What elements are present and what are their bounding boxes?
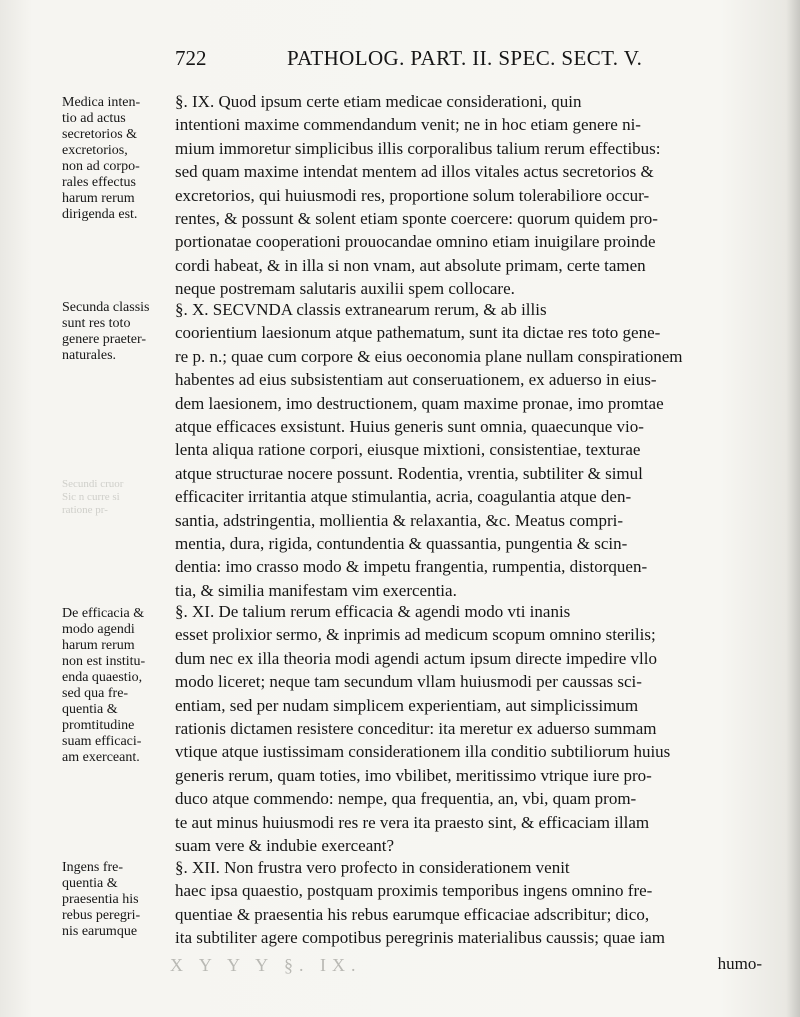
- text-line: excretorios, qui huiusmodi res, proportione solum tolerabiliore occur-: [175, 185, 650, 205]
- text-line: dentia: imo crasso modo & impetu frangentia, rumpentia, distorquen-: [175, 557, 648, 577]
- text-line: tia, & similia manifestam vim exercentia.: [175, 580, 457, 600]
- catchword: humo-: [717, 954, 762, 973]
- text-line: mium immoretur simplicibus illis corporalibus talium rerum effectibus:: [175, 138, 661, 158]
- paragraph-ix: [175, 90, 770, 301]
- margin-line: quentia &: [62, 876, 118, 891]
- paragraph-x: [175, 298, 770, 602]
- margin-line: non ad corpo-: [62, 159, 140, 174]
- text-line: haec ipsa quaestio, postquam proximis temporibus ingens omnino fre-: [175, 881, 653, 901]
- margin-line: Secunda classis: [62, 300, 150, 315]
- bleed-line: Sic n curre si: [62, 491, 120, 503]
- text-line: portionatae cooperationi prouocandae omnino etiam inuigilare proinde: [175, 232, 656, 252]
- margin-line: promtitudine: [62, 718, 135, 733]
- text-line: te aut minus huiusmodi res re vera ita praesto sint, & efficaciam illam: [175, 812, 650, 832]
- margin-line: praesentia his: [62, 892, 139, 907]
- margin-line: genere praeter-: [62, 332, 147, 347]
- margin-line: secretorios &: [62, 127, 138, 142]
- text-line: duco atque commendo: nempe, qua frequentia, an, vbi, quam prom-: [175, 789, 637, 809]
- bleed-through-footer: X Y Y Y §. IX.: [170, 955, 362, 975]
- text-line: rationis dictamen resistere conceditur: ita meretur ex aduerso summam: [175, 718, 657, 738]
- bleed-through-margin: [62, 478, 123, 517]
- margin-line: non est institu-: [62, 654, 146, 669]
- text-line: intentioni maxime commendandum venit; ne in hoc etiam genere ni-: [175, 115, 641, 135]
- text-line: quentiae & praesentia his rebus earumque efficaciae adscribitur; dico,: [175, 904, 650, 924]
- text-line: sed quam maxime intendat mentem ad illos vitales actus secretorios &: [175, 162, 654, 182]
- text-line: dum nec ex illa theoria modi agendi actum ipsum directe impedire vllo: [175, 648, 657, 668]
- margin-line: suam efficaci-: [62, 734, 142, 749]
- margin-line: rales effectus: [62, 175, 136, 190]
- text-line: santia, adstringentia, mollientia & relaxantia, &c. Meatus compri-: [175, 510, 624, 530]
- paragraph-xi: [175, 600, 770, 857]
- margin-line: sed qua fre-: [62, 686, 129, 701]
- margin-note-de-efficacia: [62, 606, 174, 766]
- text-line: atque structurae nocere possunt. Rodentia, vrentia, subtiliter & simul: [175, 463, 643, 483]
- text-line: neque postremam salutaris auxilii spem collocare.: [175, 279, 515, 299]
- text-line: §. IX. Quod ipsum certe etiam medicae considerationi, quin: [175, 92, 582, 111]
- margin-line: enda quaestio,: [62, 670, 143, 685]
- text-line: esset prolixior sermo, & inprimis ad medicum scopum omnino sterilis;: [175, 625, 656, 645]
- text-line: lenta aliqua ratione corpori, eiusque mixtioni, consistentiae, texturae: [175, 440, 641, 460]
- text-line: ita subtiliter agere compotibus peregrinis materialibus caussis; quae iam: [175, 928, 666, 948]
- margin-note-ingens: [62, 860, 174, 940]
- text-line: generis rerum, quam toties, imo vbilibet, meritissimo vtrique iure pro-: [175, 765, 652, 785]
- text-line: modo liceret; neque tam secundum vllam huiusmodi per caussas sci-: [175, 672, 642, 692]
- margin-line: tio ad actus: [62, 111, 126, 126]
- bleed-line: ratione pr-: [62, 504, 108, 516]
- text-line: coorientium laesionum atque pathematum, sunt ita dictae res toto gene-: [175, 323, 661, 343]
- text-line: §. XI. De talium rerum efficacia & agendi modo vti inanis: [175, 602, 571, 621]
- text-line: dem laesionem, imo destructionem, quam maxime pronae, imo promtae: [175, 393, 664, 413]
- running-head: PATHOLOG. PART. II. SPEC. SECT. V.: [287, 46, 643, 70]
- text-line: §. X. SECVNDA classis extranearum rerum, & ab illis: [175, 300, 547, 319]
- margin-note-secunda: [62, 300, 174, 364]
- text-line: rentes, & possunt & solent etiam sponte coercere: quorum quidem pro-: [175, 208, 658, 228]
- margin-line: De efficacia &: [62, 606, 145, 621]
- text-line: re p. n.; quae cum corpore & eius oeconomia plane nullam conspirationem: [175, 346, 683, 366]
- margin-line: dirigenda est.: [62, 207, 138, 222]
- text-line: vtique atque iustissimam considerationem illa conditio subtiliorum huius: [175, 742, 671, 762]
- text-line: entiam, sed per nudam simplicem experientiam, aut simplicissimum: [175, 695, 639, 715]
- page-header: [175, 46, 765, 76]
- margin-line: naturales.: [62, 348, 117, 363]
- margin-line: sunt res toto: [62, 316, 131, 331]
- margin-line: modo agendi: [62, 622, 135, 637]
- margin-line: Medica inten-: [62, 95, 141, 110]
- margin-line: rebus peregri-: [62, 908, 141, 923]
- text-line: §. XII. Non frustra vero profecto in considerationem venit: [175, 858, 570, 877]
- text-line: habentes ad eius subsistentiam aut conseruationem, ex aduerso in eius-: [175, 370, 657, 390]
- page-number: 722: [175, 46, 207, 70]
- bleed-line: Secundi cruor: [62, 478, 124, 490]
- margin-line: harum rerum: [62, 191, 135, 206]
- text-line: mentia, dura, rigida, contundentia & quassantia, pungentia & scin-: [175, 533, 628, 553]
- margin-line: nis earumque: [62, 924, 138, 939]
- text-line: efficaciter irritantia atque stimulantia, acria, coagulantia atque den-: [175, 487, 632, 507]
- text-line: cordi habeat, & in illa si non vnam, aut absolute primam, certe tamen: [175, 255, 646, 275]
- text-line: atque efficaces exsistunt. Huius generis sunt omnia, quaecunque vio-: [175, 416, 644, 436]
- paragraph-xii: [175, 856, 770, 950]
- margin-line: excretorios,: [62, 143, 128, 158]
- margin-line: am exerceant.: [62, 750, 140, 765]
- margin-note-medica: [62, 95, 174, 223]
- margin-line: quentia &: [62, 702, 118, 717]
- margin-line: Ingens fre-: [62, 860, 124, 875]
- page-edge-shadow: [786, 0, 800, 1017]
- text-line: suam vere & indubie exerceant?: [175, 835, 395, 855]
- margin-line: harum rerum: [62, 638, 135, 653]
